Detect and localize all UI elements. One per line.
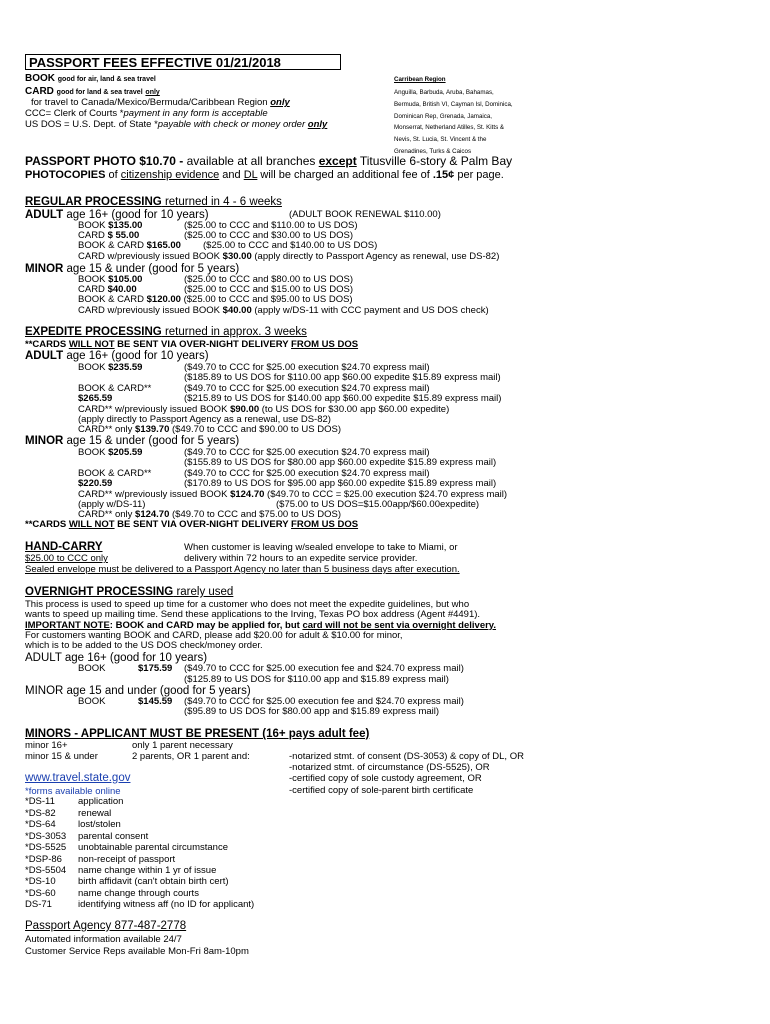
- handcarry-heading: HAND-CARRY: [25, 541, 103, 553]
- regular-adult-heading: ADULT age 16+ (good for 10 years): [25, 209, 209, 221]
- minors-row: 2 parents, OR 1 parent and:: [132, 751, 250, 762]
- fee-amount: $220.59: [78, 478, 113, 489]
- handcarry-desc: When customer is leaving w/sealed envelope to take to Miami, or: [184, 542, 458, 553]
- fee-detail: ($125.89 to US DOS for $110.00 app and $15.89 express mail): [184, 674, 449, 685]
- photocopies-line: PHOTOCOPIES of citizenship evidence and DL will be charged an additional fee of .15¢ per page.: [25, 169, 504, 181]
- form-code: DS-71: [25, 899, 52, 910]
- form-code: *DSP-86: [25, 854, 62, 865]
- minors-requirement: -certified copy of sole custody agreement, OR: [289, 773, 482, 784]
- fee-row: CARD** only $139.70 ($49.70 to CCC and $90.00 to US DOS): [78, 424, 341, 435]
- adult-renewal-note: (ADULT BOOK RENEWAL $110.00): [289, 209, 441, 220]
- fee-row: CARD** w/previously issued BOOK $90.00 (to US DOS for $30.00 app $60.00 expedite): [78, 404, 450, 415]
- fee-detail: (apply directly to Passport Agency as a renewal, use DS-82): [78, 414, 331, 425]
- overnight-text: This process is used to speed up time for a customer who does not meet the expedite guidelines, but who: [25, 599, 470, 610]
- form-desc: non-receipt of passport: [78, 854, 176, 865]
- agency-info: Customer Service Reps available Mon-Fri 8am-10pm: [25, 946, 249, 957]
- card-definition: CARD good for land & sea travel only: [25, 86, 160, 97]
- book-definition: BOOK good for air, land & sea travel: [25, 73, 156, 84]
- form-code: *DS-82: [25, 808, 56, 819]
- fee-amount: $265.59: [78, 393, 113, 404]
- minors-row: minor 15 & under: [25, 751, 98, 762]
- forms-available-note: *forms available online: [25, 786, 121, 797]
- fee-detail: ($170.89 to US DOS for $95.00 app $60.00 expedite $15.89 express mail): [184, 478, 497, 489]
- form-code: *DS-60: [25, 888, 56, 899]
- fee-detail: ($25.00 to CCC and $140.00 to US DOS): [203, 240, 378, 251]
- fee-detail: ($25.00 to CCC and $30.00 to US DOS): [184, 230, 353, 241]
- photo-line: PASSPORT PHOTO $10.70 - available at all branches except Titusville 6-story & Palm Bay: [25, 154, 513, 168]
- handcarry-desc: delivery within 72 hours to an expedite service provider.: [184, 553, 418, 564]
- passport-agency-phone: Passport Agency 877-487-2778: [25, 920, 187, 932]
- fee-amount: $145.59: [138, 696, 173, 707]
- form-code: *DS-11: [25, 796, 55, 807]
- minors-requirement: -notarized stmt. of circumstance (DS-5525), OR: [289, 762, 490, 773]
- form-code: *DS-3053: [25, 831, 67, 842]
- fee-detail: ($49.70 to CCC for $25.00 execution $24.70 express mail): [184, 362, 430, 373]
- caribbean-line: Bermuda, British VI, Cayman Isl, Dominica,: [394, 101, 513, 108]
- caribbean-line: Nevis, St. Lucia, St. Vincent & the: [394, 136, 487, 143]
- minors-requirement: -certified copy of sole-parent birth certificate: [289, 785, 474, 796]
- fee-row: CARD w/previously issued BOOK $30.00 (apply directly to Passport Agency as renewal, use DS-82): [78, 251, 500, 262]
- fee-row: CARD** only $124.70 ($49.70 to CCC and $75.00 to US DOS): [78, 509, 341, 520]
- form-desc: renewal: [78, 808, 112, 819]
- form-code: *DS-5504: [25, 865, 67, 876]
- form-desc: identifying witness aff (no ID for applicant): [78, 899, 255, 910]
- fee-row: BOOK: [78, 663, 106, 674]
- travel-region-line: for travel to Canada/Mexico/Bermuda/Caribbean Region only: [31, 97, 290, 108]
- fee-row: BOOK $135.00: [78, 220, 143, 231]
- form-code: *DS-10: [25, 876, 56, 887]
- fee-detail: ($25.00 to CCC and $15.00 to US DOS): [184, 284, 353, 295]
- fee-detail: ($49.70 to CCC for $25.00 execution fee and $24.70 express mail): [184, 663, 464, 674]
- fee-detail: ($75.00 to US DOS=$15.00app/$60.00expedite): [276, 499, 480, 510]
- fee-row: BOOK & CARD $120.00 ($25.00 to CCC and $95.00 to US DOS): [78, 294, 353, 305]
- fee-amount: $175.59: [138, 663, 173, 674]
- form-desc: parental consent: [78, 831, 149, 842]
- overnight-text: wants to speed up mailing time. Send these applications to the Irving, Texas PO box address (Agent #4491).: [25, 609, 481, 620]
- cards-overnight-note: **CARDS WILL NOT BE SENT VIA OVER-NIGHT DELIVERY FROM US DOS: [25, 519, 359, 530]
- form-desc: application: [78, 796, 124, 807]
- travel-state-gov-link[interactable]: www.travel.state.gov: [25, 772, 131, 784]
- fee-detail: ($155.89 to US DOS for $80.00 app $60.00 expedite $15.89 express mail): [184, 457, 497, 468]
- caribbean-line: Dominican Rep, Grenada, Jamaica,: [394, 113, 493, 120]
- fee-row: BOOK & CARD**: [78, 383, 152, 394]
- fee-row: BOOK $205.59: [78, 447, 143, 458]
- dos-definition: US DOS = U.S. Dept. of State *payable with check or money order only: [25, 119, 328, 130]
- caribbean-line: Monserrat, Netherland Atilles, St. Kitts &: [394, 124, 505, 131]
- form-desc: birth affidavit (can't obtain birth cert): [78, 876, 229, 887]
- overnight-text: which is to be added to the US DOS check/money order.: [25, 640, 263, 651]
- minors-row: minor 16+: [25, 740, 68, 751]
- fee-detail: ($49.70 to CCC for $25.00 execution fee and $24.70 express mail): [184, 696, 464, 707]
- fee-detail: ($215.89 to US DOS for $140.00 app $60.00 expedite $15.89 express mail): [184, 393, 502, 404]
- cards-overnight-note: **CARDS WILL NOT BE SENT VIA OVER-NIGHT DELIVERY FROM US DOS: [25, 339, 359, 350]
- overnight-minor-heading: MINOR age 15 and under (good for 5 years): [25, 685, 251, 697]
- form-desc: name change within 1 yr of issue: [78, 865, 217, 876]
- fee-detail: ($25.00 to CCC and $110.00 to US DOS): [184, 220, 358, 231]
- minors-heading: MINORS - APPLICANT MUST BE PRESENT (16+ pays adult fee): [25, 728, 370, 740]
- fee-detail: ($49.70 to CCC for $25.00 execution $24.70 express mail): [184, 468, 430, 479]
- form-desc: unobtainable parental circumstance: [78, 842, 228, 853]
- fee-row: BOOK: [78, 696, 106, 707]
- agency-info: Automated information available 24/7: [25, 934, 182, 945]
- expedite-minor-heading: MINOR age 15 & under (good for 5 years): [25, 435, 240, 447]
- fee-detail: ($49.70 to CCC for $25.00 execution $24.70 express mail): [184, 383, 430, 394]
- ccc-definition: CCC= Clerk of Courts *payment in any form is acceptable: [25, 108, 268, 119]
- form-code: *DS-64: [25, 819, 56, 830]
- caribbean-line: Grenadines, Turks & Caicos: [394, 148, 472, 155]
- overnight-heading: OVERNIGHT PROCESSING rarely used: [25, 586, 234, 598]
- caribbean-line: Anguilla, Barbuda, Aruba, Bahamas,: [394, 89, 494, 96]
- fee-detail: ($95.89 to US DOS for $80.00 app and $15.89 express mail): [184, 706, 440, 717]
- expedite-heading: EXPEDITE PROCESSING returned in approx. 3 weeks: [25, 326, 307, 338]
- fee-row: BOOK $235.59: [78, 362, 143, 373]
- form-code: *DS-5525: [25, 842, 67, 853]
- expedite-adult-heading: ADULT age 16+ (good for 10 years): [25, 350, 209, 362]
- fee-row: BOOK & CARD**: [78, 468, 152, 479]
- fee-detail: ($185.89 to US DOS for $110.00 app $60.00 expedite $15.89 express mail): [184, 372, 501, 383]
- fee-detail: ($25.00 to CCC and $80.00 to US DOS): [184, 274, 353, 285]
- fee-row: CARD w/previously issued BOOK $40.00 (apply w/DS-11 with CCC payment and US DOS check): [78, 305, 489, 316]
- handcarry-note: Sealed envelope must be delivered to a Passport Agency no later than 5 business days after execution.: [25, 564, 460, 575]
- overnight-text: For customers wanting BOOK and CARD, please add $20.00 for adult & $10.00 for minor,: [25, 630, 403, 641]
- fee-row: CARD $40.00: [78, 284, 137, 295]
- fee-detail: (apply w/DS-11): [78, 499, 146, 510]
- minors-row: only 1 parent necessary: [132, 740, 233, 751]
- minors-requirement: -notarized stmt. of consent (DS-3053) & copy of DL, OR: [289, 751, 524, 762]
- page-title: PASSPORT FEES EFFECTIVE 01/21/2018: [29, 55, 281, 70]
- regular-heading: REGULAR PROCESSING returned in 4 - 6 weeks: [25, 196, 282, 208]
- form-desc: lost/stolen: [78, 819, 121, 830]
- regular-minor-heading: MINOR age 15 & under (good for 5 years): [25, 263, 240, 275]
- overnight-adult-heading: ADULT age 16+ (good for 10 years): [25, 652, 208, 664]
- form-desc: name change through courts: [78, 888, 199, 899]
- fee-row: BOOK & CARD $165.00: [78, 240, 181, 251]
- fee-row: CARD** w/previously issued BOOK $124.70 ($49.70 to CCC = $25.00 execution $24.70 express mail): [78, 489, 508, 500]
- caribbean-heading: Carribean Region: [394, 76, 446, 83]
- fee-row: CARD $ 55.00: [78, 230, 140, 241]
- fee-row: BOOK $105.00: [78, 274, 143, 285]
- overnight-important: IMPORTANT NOTE: BOOK and CARD may be applied for, but card will not be sent via overnight delivery.: [25, 620, 497, 631]
- fee-detail: ($49.70 to CCC for $25.00 execution $24.70 express mail): [184, 447, 430, 458]
- handcarry-fee: $25.00 to CCC only: [25, 553, 108, 564]
